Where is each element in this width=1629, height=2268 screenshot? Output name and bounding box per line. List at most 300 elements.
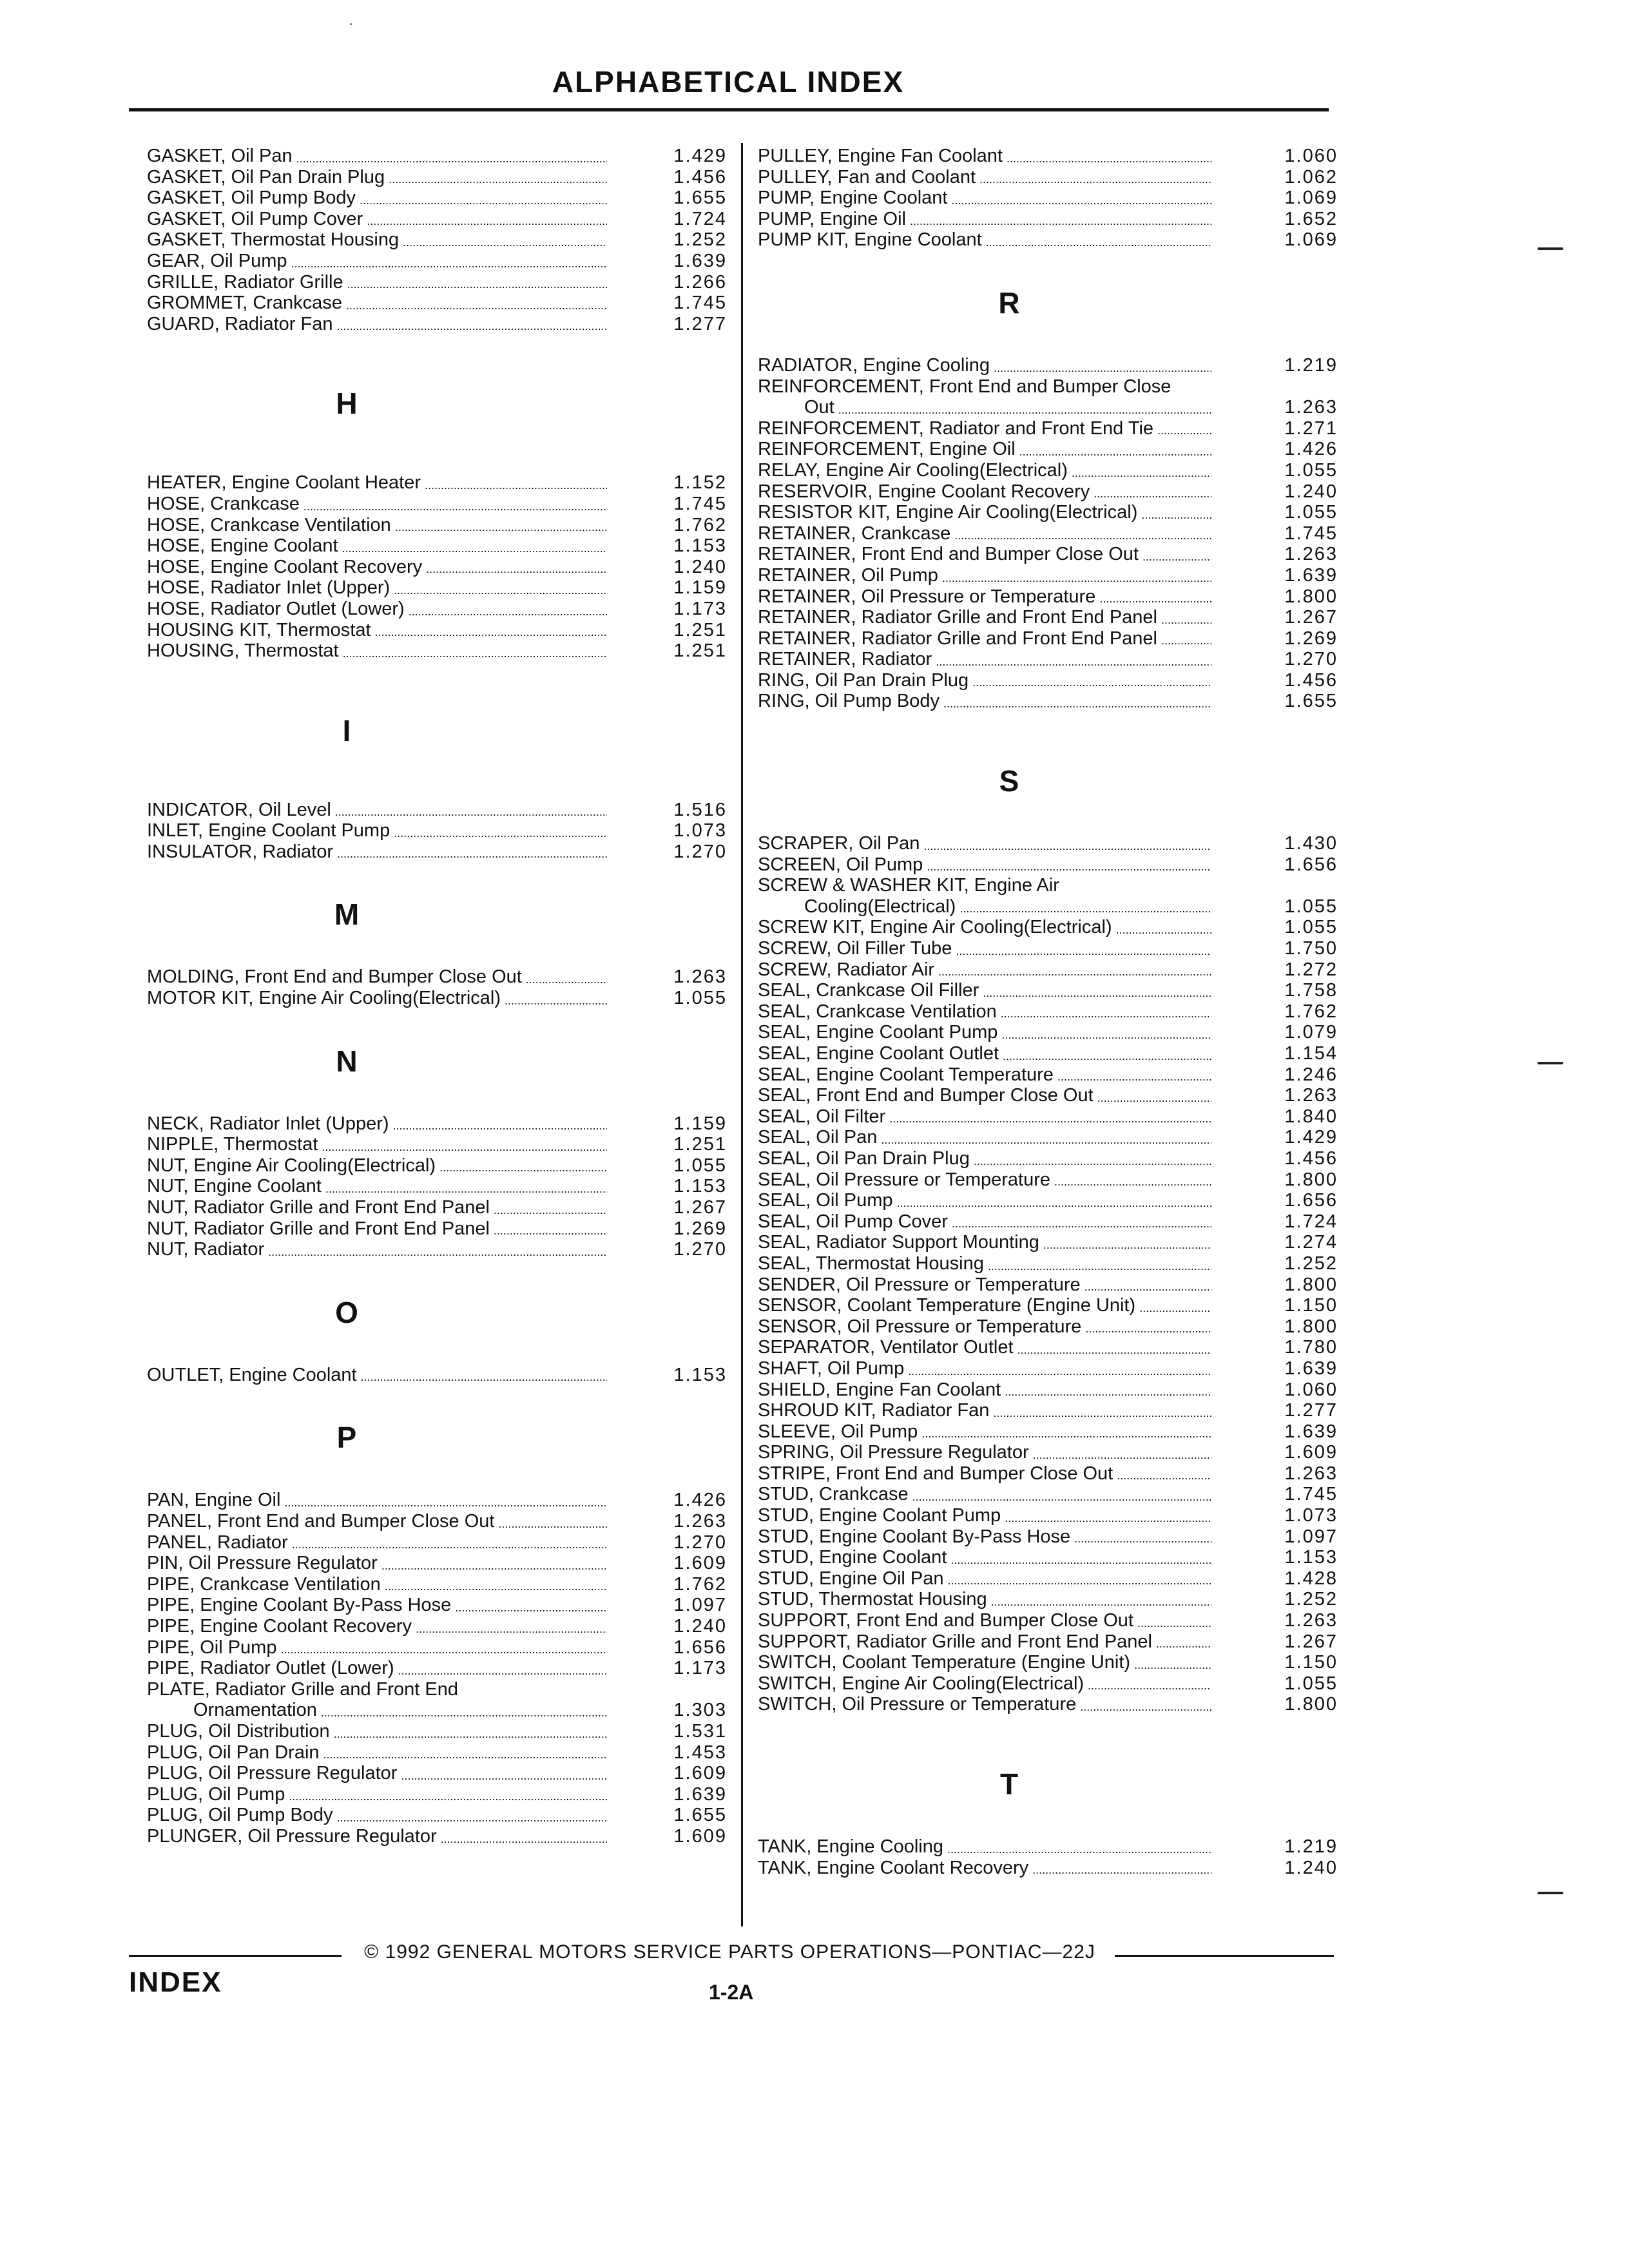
dot-leader [322,1134,607,1155]
entry-page-ref: 1.655 [1284,691,1338,712]
entry-name: SEAL, Engine Coolant Outlet [758,1043,999,1064]
index-entry [758,691,1338,712]
entry-name: SEAL, Crankcase Oil Filler [758,980,979,1001]
entry-page-ref: 1.656 [673,1637,727,1658]
entry-name: PANEL, Front End and Bumper Close Out [147,1511,495,1532]
dot-leader [908,1358,1211,1379]
entry-name: NUT, Radiator Grille and Front End Panel [147,1218,490,1239]
index-entry [758,1169,1338,1191]
entry-name: PAN, Engine Oil [147,1490,281,1511]
entry-name: HOSE, Engine Coolant [147,535,338,557]
section-spacer [758,712,1338,729]
dot-leader [912,1484,1211,1505]
dot-leader [910,209,1211,230]
index-entry [147,620,727,641]
entry-page-ref: 1.429 [1284,1127,1338,1148]
index-entry [758,460,1338,481]
entry-page-ref: 1.055 [1284,1673,1338,1694]
dot-leader [1137,1610,1211,1631]
entry-name: SEAL, Oil Pressure or Temperature [758,1169,1050,1190]
entry-page-ref: 1.263 [1284,1085,1338,1106]
copyright-line: © 1992 GENERAL MOTORS SERVICE PARTS OPERATIONS—PONTIAC—22J [364,1941,1095,1963]
entry-page-ref: 1.724 [1284,1211,1338,1232]
margin-mark [1537,247,1563,250]
dot-leader [988,1253,1211,1274]
index-entry [758,1858,1338,1879]
index-entry [147,229,727,251]
entry-name: GROMMET, Crankcase [147,293,342,314]
dot-leader [337,314,608,335]
index-entry [758,833,1338,854]
entry-page-ref: 1.269 [673,1218,727,1239]
dot-leader [439,1155,607,1177]
dot-leader [889,1106,1211,1128]
entry-name: SEAL, Oil Pump [758,1190,893,1211]
footer-rule-left [129,1955,342,1957]
entry-name: SHROUD KIT, Radiator Fan [758,1400,990,1421]
index-column-right [758,146,1338,1878]
entry-name: SCREW, Oil Filler Tube [758,938,952,959]
entry-page-ref: 1.655 [673,1805,727,1826]
entry-page-ref: 1.430 [1284,833,1338,854]
dot-leader [393,1113,607,1135]
entry-page-ref: 1.780 [1284,1337,1338,1358]
index-entry [758,376,1338,398]
entry-page-ref: 1.251 [673,619,727,640]
entry-page-ref: 1.277 [1284,1400,1338,1421]
entry-name: PUMP KIT, Engine Coolant [758,229,982,251]
entry-page-ref: 1.263 [1284,1610,1338,1631]
entry-page-ref: 1.263 [1284,397,1338,418]
dot-leader [361,1365,607,1386]
index-entry [147,472,727,494]
index-entry [147,1826,727,1847]
dot-leader [1007,146,1211,167]
entry-name: SEAL, Oil Filter [758,1106,886,1127]
entry-page-ref: 1.252 [1284,1253,1338,1274]
entry-page-ref: 1.656 [1284,854,1338,875]
margin-mark [1537,1062,1563,1064]
entry-name: RADIATOR, Engine Cooling [758,354,990,376]
dot-leader [494,1197,607,1218]
index-entry [147,251,727,272]
entry-name: RETAINER, Oil Pressure or Temperature [758,586,1096,607]
entry-name: STUD, Engine Coolant By-Pass Hose [758,1526,1071,1547]
dot-leader [291,251,607,272]
dot-leader [1072,460,1211,481]
index-entry [758,649,1338,670]
entry-name: TANK, Engine Coolant Recovery [758,1857,1029,1878]
index-entry [758,1379,1338,1401]
entry-name: INLET, Engine Coolant Pump [147,820,390,841]
entry-name: SEAL, Radiator Support Mounting [758,1232,1039,1253]
entry-name: HOSE, Radiator Inlet (Upper) [147,577,390,599]
entry-page-ref: 1.453 [673,1742,727,1763]
dot-leader [409,599,607,620]
entry-name: PLUG, Oil Distribution [147,1720,330,1742]
index-entry [758,854,1338,876]
entry-page-ref: 1.277 [673,313,727,334]
entry-name: PANEL, Radiator [147,1532,288,1553]
entry-page-ref: 1.159 [673,577,727,599]
index-entry [147,314,727,335]
dot-leader [321,1700,607,1721]
entry-page-ref: 1.153 [673,1176,727,1197]
entry-name: PLUNGER, Oil Pressure Regulator [147,1825,437,1847]
index-entry [758,1526,1338,1548]
dot-leader [389,167,607,188]
index-entry [147,1176,727,1197]
dot-leader [959,896,1211,918]
dot-leader [1032,1858,1211,1879]
dot-leader [394,577,607,599]
scan-speck [350,23,352,25]
entry-name: STUD, Engine Oil Pan [758,1568,944,1589]
index-entry [758,1085,1338,1106]
entry-name: SEAL, Front End and Bumper Close Out [758,1085,1094,1106]
entry-page-ref: 1.456 [1284,1148,1338,1169]
footer-rule-right [1115,1955,1334,1957]
entry-name: TANK, Engine Cooling [758,1836,944,1857]
page-number: 1-2A [709,1981,754,2004]
section-letter-heading: O [335,1295,358,1329]
dot-leader [1161,628,1211,649]
index-entry [758,1836,1338,1858]
entry-name: MOLDING, Front End and Bumper Close Out [147,966,522,988]
section-spacer [147,456,727,472]
entry-name: HEATER, Engine Coolant Heater [147,472,421,494]
entry-page-ref: 1.150 [1284,1652,1338,1673]
index-entry-continuation [758,896,1338,918]
dot-leader [1116,917,1211,938]
dot-leader [334,1721,607,1742]
index-entry [758,670,1338,691]
dot-leader [1019,439,1211,460]
index-entry [758,1400,1338,1421]
entry-page-ref: 1.240 [673,1615,727,1637]
entry-name: GASKET, Oil Pump Cover [147,208,363,229]
index-entry [758,1001,1338,1023]
entry-page-ref: 1.073 [673,820,727,841]
entry-page-ref: 1.456 [1284,669,1338,691]
dot-leader [455,1595,607,1616]
index-entry [758,938,1338,959]
dot-leader [1057,1064,1211,1086]
index-entry [758,418,1338,439]
margin-mark [1537,1892,1563,1894]
entry-page-ref: 1.062 [1284,166,1338,187]
entry-page-ref: 1.240 [1284,481,1338,502]
dot-leader [375,620,607,641]
index-entry [147,1197,727,1218]
entry-page-ref: 1.426 [1284,439,1338,460]
entry-name: HOUSING, Thermostat [147,640,339,662]
dot-leader [1117,1463,1211,1485]
entry-page-ref: 1.724 [673,208,727,229]
index-entry [758,1421,1338,1443]
dot-leader [1161,607,1211,628]
entry-name: NUT, Radiator Grille and Front End Panel [147,1197,490,1218]
entry-name: PIPE, Engine Coolant By-Pass Hose [147,1595,452,1616]
entry-page-ref: 1.271 [1284,418,1338,439]
entry-name: SHIELD, Engine Fan Coolant [758,1379,1001,1400]
index-entry [147,841,727,863]
entry-page-ref: 1.516 [673,799,727,820]
dot-leader [1033,1442,1211,1463]
index-entry [758,1232,1338,1253]
index-entry [758,917,1338,938]
index-entry [147,988,727,1009]
entry-name: STUD, Thermostat Housing [758,1589,987,1610]
entry-name: INSULATOR, Radiator [147,841,334,862]
entry-page-ref: 1.267 [1284,607,1338,628]
entry-name: HOSE, Engine Coolant Recovery [147,556,423,577]
dot-leader [881,1127,1211,1148]
index-entry [147,167,727,188]
index-entry [758,1547,1338,1568]
index-entry [147,1616,727,1637]
entry-name: PLUG, Oil Pump [147,1783,285,1805]
dot-leader [1099,586,1211,608]
index-entry [758,187,1338,209]
entry-page-ref: 1.069 [1284,187,1338,209]
index-entry [758,544,1338,565]
dot-leader [954,523,1211,544]
entry-name: STUD, Engine Coolant [758,1547,947,1568]
entry-page-ref: 1.639 [673,250,727,271]
entry-name: PUMP, Engine Oil [758,208,906,229]
dot-leader [323,1742,607,1763]
index-entry [758,1043,1338,1064]
index-entry [758,167,1338,188]
entry-page-ref: 1.758 [1284,980,1338,1001]
index-entry [758,1337,1338,1358]
dot-leader [1005,1379,1211,1401]
column-divider [741,143,743,1927]
entry-page-ref: 1.745 [1284,1484,1338,1505]
index-entry [147,1763,727,1784]
entry-name: PLUG, Oil Pressure Regulator [147,1763,398,1784]
entry-name: RELAY, Engine Air Cooling(Electrical) [758,459,1068,481]
index-entry [758,1505,1338,1526]
dot-leader [342,535,607,557]
entry-name: SCREEN, Oil Pump [758,854,923,875]
entry-name: NECK, Radiator Inlet (Upper) [147,1113,389,1134]
dot-leader [1142,544,1211,565]
index-entry [147,1155,727,1177]
entry-name: STRIPE, Front End and Bumper Close Out [758,1463,1113,1484]
entry-page-ref: 1.267 [1284,1631,1338,1652]
dot-leader [838,397,1211,418]
index-entry-continuation [147,1700,727,1721]
entry-name: SCREW KIT, Engine Air Cooling(Electrical) [758,917,1112,938]
dot-leader [951,187,1211,209]
section-letter-heading: T [999,1767,1019,1801]
dot-leader [923,833,1211,854]
index-entry [758,1358,1338,1379]
index-entry [758,1295,1338,1316]
entry-name: NUT, Radiator [147,1239,265,1260]
entry-page-ref: 1.745 [673,293,727,314]
index-entry [758,628,1338,649]
entry-page-ref: 1.055 [673,1155,727,1176]
index-entry [147,293,727,314]
entry-page-ref: 1.609 [673,1763,727,1784]
entry-name: SEAL, Thermostat Housing [758,1253,984,1274]
page-title: ALPHABETICAL INDEX [552,65,905,99]
entry-name: MOTOR KIT, Engine Air Cooling(Electrical) [147,988,501,1009]
entry-page-ref: 1.303 [673,1700,727,1721]
entry-page-ref: 1.272 [1284,959,1338,980]
entry-page-ref: 1.152 [673,472,727,494]
entry-name: SEPARATOR, Ventilator Outlet [758,1337,1014,1358]
dot-leader [979,167,1211,188]
entry-page-ref: 1.274 [1284,1232,1338,1253]
index-entry [758,229,1338,251]
entry-name: REINFORCEMENT, Front End and Bumper Close [758,376,1171,397]
index-entry [147,1784,727,1805]
entry-page-ref: 1.240 [1284,1857,1338,1878]
index-entry [758,875,1338,896]
index-entry [147,1365,727,1386]
entry-page-ref: 1.426 [673,1490,727,1511]
dot-leader [416,1616,607,1637]
index-entry [758,1211,1338,1233]
entry-page-ref: 1.060 [1284,146,1338,166]
dot-leader [426,557,607,578]
entry-name: SEAL, Oil Pan [758,1127,878,1148]
entry-name: SUPPORT, Radiator Grille and Front End Panel [758,1631,1152,1652]
dot-leader [401,1763,607,1784]
entry-page-ref: 1.219 [1284,1836,1338,1857]
index-column-left [147,146,727,1847]
entry-page-ref: 1.655 [673,187,727,209]
entry-name: SENSOR, Coolant Temperature (Engine Unit) [758,1295,1136,1316]
dot-leader [927,854,1211,876]
index-entry [147,1511,727,1532]
dot-leader [942,565,1211,586]
index-entry [758,1610,1338,1631]
section-spacer [147,662,727,678]
entry-page-ref: 1.055 [673,988,727,1009]
entry-page-ref: 1.639 [673,1783,727,1805]
entry-page-ref: 1.762 [673,514,727,535]
entry-page-ref: 1.055 [1284,917,1338,938]
entry-name: PIPE, Crankcase Ventilation [147,1573,381,1595]
entry-name: INDICATOR, Oil Level [147,799,331,820]
entry-name: GASKET, Oil Pan Drain Plug [147,166,385,187]
dot-leader [947,1836,1211,1858]
entry-name: SLEEVE, Oil Pump [758,1421,918,1442]
entry-page-ref: 1.079 [1284,1022,1338,1043]
entry-name: RETAINER, Crankcase [758,523,951,544]
section-spacer [147,334,727,351]
dot-leader [346,293,607,314]
entry-name: SEAL, Oil Pan Drain Plug [758,1148,970,1169]
entry-name: RING, Oil Pump Body [758,691,940,712]
entry-name: GASKET, Oil Pan [147,146,293,166]
entry-name: RETAINER, Front End and Bumper Close Out [758,544,1139,565]
index-entry [147,1553,727,1574]
entry-name: GASKET, Thermostat Housing [147,229,400,251]
dot-leader [921,1421,1211,1443]
entry-name: RETAINER, Radiator Grille and Front End Panel [758,607,1158,628]
index-entry [758,1064,1338,1086]
index-entry [758,1274,1338,1296]
index-entry [758,439,1338,460]
entry-page-ref: 1.745 [673,493,727,514]
section-label: INDEX [129,1966,222,1998]
entry-name: SWITCH, Coolant Temperature (Engine Unit) [758,1652,1131,1673]
entry-name: SCRAPER, Oil Pan [758,833,920,854]
index-entry [147,1679,727,1700]
dot-leader [948,1568,1211,1590]
entry-name: STUD, Engine Coolant Pump [758,1505,1001,1526]
entry-name: SEAL, Engine Coolant Pump [758,1022,998,1043]
dot-leader [292,1532,607,1553]
index-entry [147,209,727,230]
index-entry [147,1574,727,1595]
section-letter-heading: P [336,1421,357,1455]
entry-name: Out [804,397,834,418]
entry-name: GEAR, Oil Pump [147,250,287,271]
dot-leader [347,272,607,293]
entry-name: SEAL, Engine Coolant Temperature [758,1064,1054,1085]
index-entry [758,146,1338,167]
entry-name: RETAINER, Radiator Grille and Front End Panel [758,628,1158,649]
dot-leader [1156,1631,1211,1653]
dot-leader [1157,418,1211,439]
dot-leader [1001,1001,1211,1023]
dot-leader [268,1239,607,1260]
entry-name: SWITCH, Oil Pressure or Temperature [758,1694,1077,1715]
dot-leader [952,1211,1211,1233]
section-spacer [147,783,727,800]
dot-leader [505,988,607,1009]
dot-leader [403,229,607,251]
dot-leader [337,1805,608,1826]
index-entry [147,1134,727,1155]
dot-leader [938,959,1211,981]
dot-leader [498,1511,607,1532]
entry-page-ref: 1.270 [673,1239,727,1260]
entry-page-ref: 1.263 [673,966,727,988]
entry-page-ref: 1.073 [1284,1505,1338,1526]
entry-name: RESISTOR KIT, Engine Air Cooling(Electrical) [758,502,1138,523]
dot-leader [385,1574,607,1595]
entry-name: SPRING, Oil Pressure Regulator [758,1442,1029,1463]
entry-name: STUD, Crankcase [758,1484,909,1505]
dot-leader [381,1553,607,1574]
index-entry [147,272,727,293]
entry-page-ref: 1.246 [1284,1064,1338,1085]
entry-name: NUT, Engine Air Cooling(Electrical) [147,1155,436,1176]
entry-page-ref: 1.270 [673,841,727,862]
entry-page-ref: 1.270 [673,1532,727,1553]
entry-page-ref: 1.800 [1284,1169,1338,1190]
index-entry [758,1148,1338,1169]
index-entry [147,494,727,515]
title-rule [129,108,1329,111]
index-entry [147,146,727,167]
entry-page-ref: 1.153 [1284,1547,1338,1568]
entry-name: GASKET, Oil Pump Body [147,187,356,209]
dot-leader [986,229,1211,251]
entry-page-ref: 1.531 [673,1720,727,1742]
entry-name: REINFORCEMENT, Engine Oil [758,439,1016,460]
dot-leader [296,146,607,167]
index-entry [758,1694,1338,1715]
